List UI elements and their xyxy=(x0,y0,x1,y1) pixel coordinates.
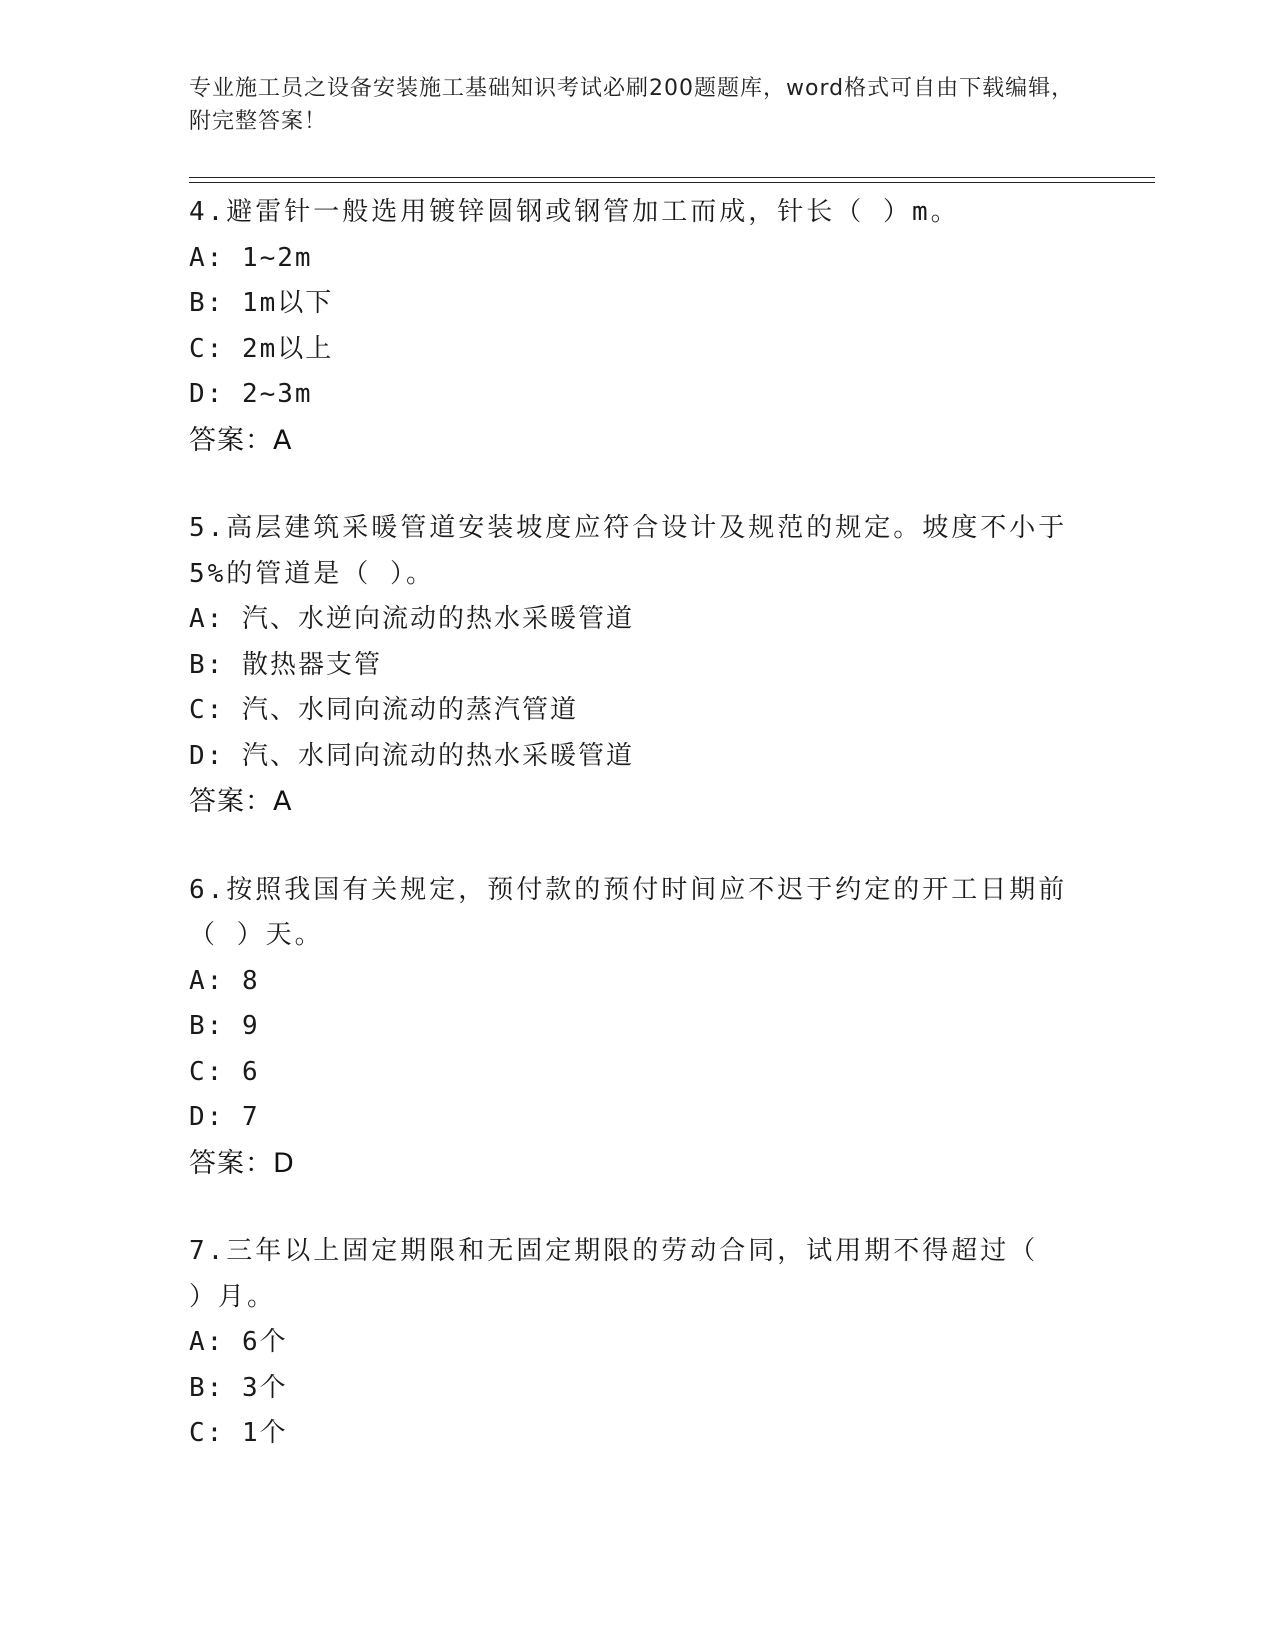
option-d: D: 2~3m xyxy=(189,379,313,409)
question-text: 7.三年以上固定期限和无固定期限的劳动合同，试用期不得超过（ ）月。 xyxy=(189,1236,1057,1312)
option-c: C: 2m以上 xyxy=(189,333,334,364)
option-b: B: 1m以下 xyxy=(189,288,334,318)
option-d: D: 汽、水同向流动的热水采暖管道 xyxy=(189,740,634,771)
question-4 xyxy=(189,190,1089,463)
option-d: D: 7 xyxy=(189,1102,260,1132)
option-c: C: 1个 xyxy=(189,1418,288,1448)
question-list xyxy=(189,190,1089,1500)
header-divider-bottom xyxy=(189,182,1155,183)
option-c: C: 6 xyxy=(189,1056,260,1087)
question-text: 4.避雷针一般选用镀锌圆钢或钢管加工而成，针长（ ）m。 xyxy=(189,197,960,227)
question-text: 6.按照我国有关规定，预付款的预付时间应不迟于约定的开工日期前（ ）天。 xyxy=(189,874,1068,950)
question-7 xyxy=(189,1229,1089,1457)
header-divider-top xyxy=(189,177,1155,178)
question-6 xyxy=(189,868,1089,1187)
option-a: A: 6个 xyxy=(189,1327,288,1357)
question-text: 5.高层建筑采暖管道安装坡度应符合设计及规范的规定。坡度不小于5%的管道是（ ）。 xyxy=(189,513,1068,589)
answer-label: 答案：D xyxy=(189,1147,295,1179)
option-b: B: 3个 xyxy=(189,1372,288,1403)
question-5 xyxy=(189,506,1089,825)
answer-label: 答案：A xyxy=(189,424,293,456)
option-c: C: 汽、水同向流动的蒸汽管道 xyxy=(189,695,578,725)
option-a: A: 1~2m xyxy=(189,242,313,273)
option-a: A: 汽、水逆向流动的热水采暖管道 xyxy=(189,604,634,634)
option-b: B: 散热器支管 xyxy=(189,649,382,680)
answer-label: 答案：A xyxy=(189,786,293,817)
document-title: 专业施工员之设备安装施工基础知识考试必刷200题题库，word格式可自由下载编辑，附完整答案！ xyxy=(189,76,1075,134)
option-b: B: 9 xyxy=(189,1011,260,1041)
option-a: A: 8 xyxy=(189,965,260,996)
